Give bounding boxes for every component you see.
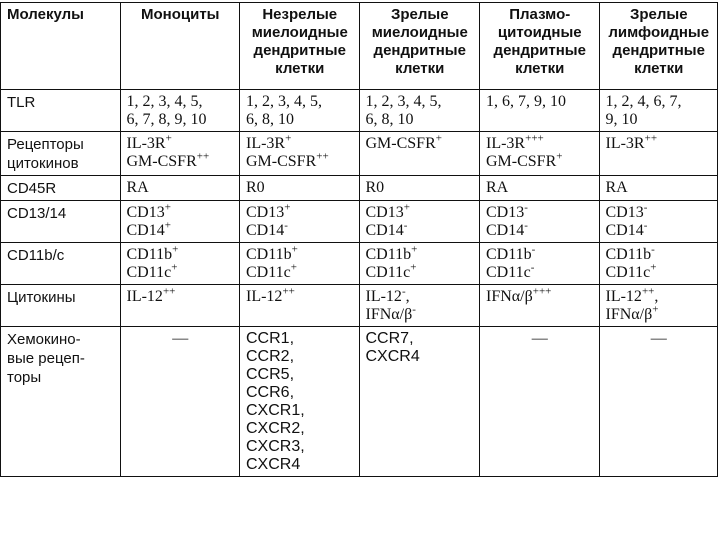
- cell-line: [486, 243, 594, 264]
- cell-line: [486, 132, 594, 153]
- column-header-line: дендритные: [612, 42, 705, 59]
- cell-line: [365, 303, 475, 324]
- table-cell: [120, 176, 240, 201]
- empty-dash: —: [531, 330, 548, 347]
- table-cell: [359, 176, 480, 201]
- cell-superscript: -: [643, 201, 648, 214]
- cell-text: IL-12: [246, 288, 283, 305]
- table-cell: [599, 327, 718, 477]
- cell-line: [486, 261, 594, 282]
- table-row: [1, 201, 718, 243]
- cell-superscript: ++: [282, 285, 295, 298]
- row-header: [1, 201, 121, 243]
- cell-superscript: +: [285, 132, 292, 145]
- cell-line: [126, 261, 235, 282]
- cell-line: [246, 402, 354, 420]
- cell-text: CD11b: [486, 246, 532, 263]
- cell-line: [365, 219, 475, 240]
- table-cell: [599, 243, 718, 285]
- cell-line: [605, 132, 713, 153]
- column-header-line: Плазмо-: [509, 6, 571, 23]
- cell-text: 1, 2, 3, 4, 5,: [365, 93, 442, 110]
- cell-line: [246, 384, 354, 402]
- table-row: [1, 243, 718, 285]
- table-cell: [480, 201, 600, 243]
- table-cell: [480, 132, 600, 176]
- cell-superscript: +: [556, 150, 563, 163]
- cell-text: CD14: [365, 222, 404, 239]
- cell-superscript: -: [524, 201, 528, 214]
- row-header-line: вые рецеп-: [7, 350, 85, 367]
- cell-line: [246, 438, 354, 456]
- column-header-line: дендритные: [493, 42, 586, 59]
- row-header-line: CD11b/c: [7, 247, 65, 264]
- cell-line: [366, 93, 475, 111]
- table-cell: [359, 327, 480, 477]
- cell-line: [606, 179, 713, 197]
- cell-text: 1, 2, 3, 4, 5,: [126, 93, 203, 110]
- cell-superscript: -: [284, 219, 288, 232]
- cell-text: 6, 8, 10: [365, 111, 414, 128]
- empty-dash: —: [172, 330, 189, 347]
- column-header-line: клетки: [275, 60, 325, 77]
- cell-line: [605, 303, 713, 324]
- table-cell: [120, 327, 240, 477]
- cell-line: [366, 111, 475, 129]
- column-header-line: цитоидные: [497, 24, 582, 41]
- cell-text: CXCR4: [246, 456, 301, 473]
- table-cell: [359, 201, 480, 243]
- cell-text: CD11c: [126, 264, 172, 281]
- cell-text: CD11b: [605, 246, 652, 263]
- table-cell: [120, 243, 240, 285]
- table-cell: [120, 285, 240, 327]
- row-header-line: TLR: [7, 94, 36, 111]
- column-header-line: Зрелые: [390, 6, 449, 23]
- cell-superscript: +: [403, 201, 410, 214]
- cell-text: R0: [246, 179, 265, 196]
- cell-text: CD14: [605, 222, 644, 239]
- cell-line: [486, 219, 594, 240]
- cell-line: [365, 201, 475, 222]
- cell-text: GM-CSFR: [365, 135, 436, 152]
- cell-text: IFNα/β: [486, 288, 533, 305]
- cell-line: [366, 348, 475, 366]
- table-cell: [480, 327, 600, 477]
- cell-line: [246, 285, 354, 306]
- cell-text: CD13: [605, 204, 644, 221]
- cell-line: [365, 132, 475, 153]
- table-body: [1, 90, 718, 477]
- cell-superscript: -: [524, 219, 528, 232]
- cell-text: CD11c: [605, 264, 651, 281]
- column-header: [599, 3, 718, 90]
- cell-text: CXCR4: [365, 348, 420, 365]
- cell-superscript: -: [643, 219, 648, 232]
- cell-text: IL-12: [126, 288, 163, 305]
- column-header-line: клетки: [634, 60, 684, 77]
- table-cell: [359, 243, 480, 285]
- cell-line: [486, 93, 594, 111]
- cell-text: IL-12: [365, 288, 402, 305]
- cell-line: [127, 93, 235, 111]
- table-cell: [599, 132, 718, 176]
- cell-line: [605, 219, 713, 240]
- cell-text: CD11c: [246, 264, 291, 281]
- column-header-line: Незрелые: [262, 6, 338, 23]
- column-header-line: миелоидные: [371, 24, 468, 41]
- row-header-line: Цитокины: [7, 289, 76, 306]
- cell-superscript: +: [410, 261, 417, 274]
- cell-line: [246, 261, 354, 282]
- cell-line: [605, 201, 713, 222]
- column-header-line: дендритные: [373, 42, 466, 59]
- cell-superscript: +: [411, 243, 418, 256]
- cell-superscript: -: [530, 261, 535, 274]
- column-header-line: Зрелые: [629, 6, 688, 23]
- column-header: [240, 3, 360, 90]
- cell-line: [246, 219, 354, 240]
- cell-text: ,: [654, 288, 659, 305]
- table-cell: [240, 201, 360, 243]
- cell-superscript: +: [172, 243, 179, 256]
- cell-text: CCR6,: [246, 384, 295, 401]
- cell-line: [246, 179, 354, 197]
- cell-text: CXCR3,: [246, 438, 305, 455]
- table-cell: [120, 90, 240, 132]
- cell-text: RA: [486, 179, 509, 196]
- cell-text: 9, 10: [605, 111, 638, 128]
- cell-line: [127, 111, 235, 129]
- cell-superscript: -: [412, 303, 416, 316]
- table-cell: [359, 285, 480, 327]
- cell-superscript: +: [435, 132, 442, 145]
- table-cell: [120, 201, 240, 243]
- table-cell: [240, 132, 360, 176]
- cell-line: [365, 285, 475, 306]
- empty-dash: —: [650, 330, 667, 347]
- cell-text: 1, 2, 4, 6, 7,: [605, 93, 682, 110]
- cell-text: CD11b: [126, 246, 173, 263]
- cell-line: [606, 111, 713, 129]
- cell-line: [246, 366, 354, 384]
- header-row: [1, 3, 718, 90]
- cell-text: CD14: [126, 222, 165, 239]
- cell-text: IL-3R: [246, 135, 286, 152]
- cell-text: 6, 7, 8, 9, 10: [126, 111, 207, 128]
- cell-superscript: +++: [532, 285, 552, 298]
- row-header-line: цитокинов: [7, 155, 79, 172]
- cell-line: [365, 261, 475, 282]
- column-header-line: клетки: [515, 60, 565, 77]
- cell-text: CXCR1,: [246, 402, 305, 419]
- row-header: [1, 243, 121, 285]
- table-cell: [599, 90, 718, 132]
- cell-line: [246, 330, 354, 348]
- cell-line: [605, 261, 713, 282]
- row-header-line: Рецепторы: [7, 136, 84, 153]
- cell-line: [246, 243, 354, 264]
- cell-line: [486, 285, 594, 306]
- column-header-line: миелоидные: [251, 24, 348, 41]
- table-cell: [599, 201, 718, 243]
- cell-superscript: +: [164, 219, 171, 232]
- table-cell: [240, 285, 360, 327]
- cell-superscript: ++: [162, 285, 176, 298]
- column-header-line: Моноциты: [141, 6, 220, 23]
- cell-text: R0: [365, 179, 385, 196]
- cell-text: IL-3R: [605, 135, 645, 152]
- table-cell: [240, 327, 360, 477]
- cell-superscript: ++: [316, 150, 329, 163]
- cell-line: [246, 456, 354, 474]
- cell-line: [126, 201, 235, 222]
- table-cell: [240, 176, 360, 201]
- cell-text: CCR1,: [246, 330, 295, 347]
- cell-line: [246, 420, 354, 438]
- table-row: [1, 132, 718, 176]
- cell-text: ,: [405, 288, 410, 305]
- cell-line: [126, 132, 235, 153]
- cell-text: 1, 6, 7, 9, 10: [486, 93, 566, 110]
- table-header: [1, 3, 718, 90]
- table-cell: [120, 132, 240, 176]
- cell-text: CD11b: [246, 246, 292, 263]
- cell-line: [486, 201, 594, 222]
- cell-text: 6, 8, 10: [246, 111, 294, 128]
- cell-text: CCR5,: [246, 366, 295, 383]
- cell-text: CD13: [246, 204, 285, 221]
- cell-text: CD14: [486, 222, 525, 239]
- cell-line: [246, 201, 354, 222]
- cell-superscript: +++: [525, 132, 544, 145]
- table-row: [1, 327, 718, 477]
- row-header: [1, 176, 121, 201]
- column-header-line: дендритные: [253, 42, 346, 59]
- table-cell: [359, 132, 480, 176]
- cell-text: CXCR2,: [246, 420, 305, 437]
- column-header: [359, 3, 480, 90]
- cell-line: [126, 285, 235, 306]
- cell-superscript: -: [403, 219, 408, 232]
- row-header-line: торы: [7, 369, 42, 386]
- cell-superscript: +: [290, 261, 297, 274]
- cell-text: GM-CSFR: [486, 153, 557, 170]
- cell-superscript: -: [651, 243, 655, 256]
- row-header-line: CD45R: [7, 180, 57, 197]
- cell-text: GM-CSFR: [246, 153, 317, 170]
- column-header-line: Молекулы: [7, 6, 84, 23]
- table-cell: [480, 285, 600, 327]
- cell-line: [366, 330, 475, 348]
- cell-superscript: -: [401, 285, 406, 298]
- cell-line: [246, 93, 354, 111]
- row-header: [1, 132, 121, 176]
- cell-text: RA: [126, 179, 149, 196]
- row-header: [1, 327, 121, 477]
- cell-line: [365, 243, 475, 264]
- cell-text: CD14: [246, 222, 285, 239]
- cell-text: IFNα/β: [365, 306, 413, 323]
- cell-superscript: ++: [644, 132, 658, 145]
- cell-text: CD13: [486, 204, 525, 221]
- column-header: [120, 3, 240, 90]
- cell-text: IFNα/β: [605, 306, 653, 323]
- cell-text: CD11c: [365, 264, 411, 281]
- dendritic-cell-table: [0, 2, 718, 477]
- cell-text: CD13: [365, 204, 404, 221]
- cell-line: [605, 243, 713, 264]
- cell-line: [486, 150, 594, 171]
- cell-line: [246, 150, 354, 171]
- row-header: [1, 90, 121, 132]
- cell-line: [126, 243, 235, 264]
- table-cell: [480, 90, 600, 132]
- cell-superscript: +: [171, 261, 178, 274]
- cell-line: [605, 285, 713, 306]
- cell-text: 1, 2, 3, 4, 5,: [246, 93, 322, 110]
- cell-superscript: +: [650, 261, 657, 274]
- table-row: [1, 90, 718, 132]
- cell-text: CD11c: [486, 264, 531, 281]
- row-header-line: CD13/14: [7, 205, 67, 222]
- table-cell: [599, 176, 718, 201]
- row-header: [1, 285, 121, 327]
- cell-line: [246, 132, 354, 153]
- cell-text: IL-12: [605, 288, 642, 305]
- cell-superscript: +: [291, 243, 298, 256]
- cell-superscript: +: [164, 201, 171, 214]
- cell-superscript: -: [531, 243, 536, 256]
- cell-superscript: ++: [196, 150, 210, 163]
- column-header: [1, 3, 121, 90]
- table-cell: [240, 243, 360, 285]
- table-row: [1, 285, 718, 327]
- cell-text: GM-CSFR: [126, 153, 197, 170]
- cell-superscript: +: [652, 303, 659, 316]
- cell-line: [246, 348, 354, 366]
- column-header-line: лимфоидные: [608, 24, 710, 41]
- cell-superscript: +: [165, 132, 172, 145]
- cell-line: [486, 179, 594, 197]
- cell-text: RA: [605, 179, 628, 196]
- cell-text: IL-3R: [486, 135, 526, 152]
- cell-text: IL-3R: [126, 135, 166, 152]
- cell-superscript: +: [284, 201, 291, 214]
- table-row: [1, 176, 718, 201]
- row-header-line: Хемокино-: [7, 331, 81, 348]
- column-header-line: клетки: [395, 60, 445, 77]
- cell-line: [366, 179, 475, 197]
- cell-line: [606, 93, 713, 111]
- table-cell: [240, 90, 360, 132]
- cell-text: CCR2,: [246, 348, 295, 365]
- column-header: [480, 3, 600, 90]
- table-cell: [359, 90, 480, 132]
- cell-line: [126, 150, 235, 171]
- table-cell: [599, 285, 718, 327]
- cell-text: CD13: [126, 204, 165, 221]
- cell-text: CCR7,: [365, 330, 414, 347]
- table-cell: [480, 243, 600, 285]
- cell-line: [127, 179, 235, 197]
- cell-text: CD11b: [365, 246, 412, 263]
- cell-line: [126, 219, 235, 240]
- cell-line: [246, 111, 354, 129]
- cell-superscript: ++: [641, 285, 655, 298]
- table-cell: [480, 176, 600, 201]
